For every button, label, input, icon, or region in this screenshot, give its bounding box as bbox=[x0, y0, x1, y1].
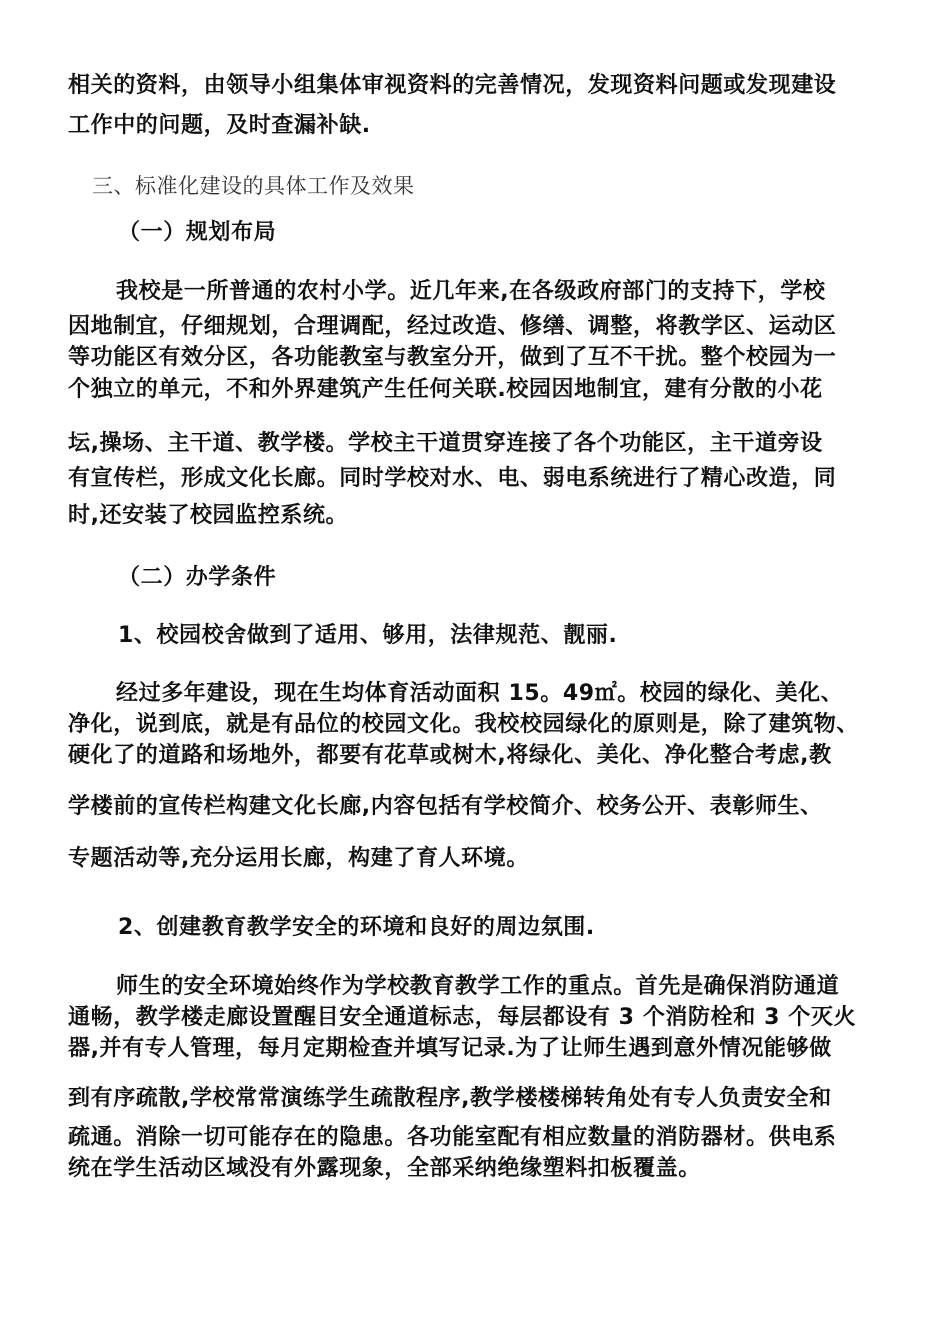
text-line: 我校是一所普通的农村小学。近几年来,在各级政府部门的支持下，学校 bbox=[116, 279, 826, 304]
text-line: 坛,操场、主干道、教学楼。学校主干道贯穿连接了各个功能区，主干道旁设 bbox=[68, 431, 823, 456]
text-line: 统在学生活动区域没有外露现象，全部采纳绝缘塑料扣板覆盖。 bbox=[68, 1156, 701, 1181]
subsection-heading: （二）办学条件 bbox=[118, 565, 277, 590]
item-heading: 2、创建教育教学安全的环境和良好的周边氛围. bbox=[118, 915, 595, 940]
text-line: 疏通。消除一切可能存在的隐患。各功能室配有相应数量的消防器材。供电系 bbox=[68, 1125, 837, 1150]
text-line: 因地制宜，仔细规划，合理调配，经过改造、修缮、调整，将教学区、运动区 bbox=[68, 314, 837, 339]
text-line: 个独立的单元，不和外界建筑产生任何关联.校园因地制宜，建有分散的小花 bbox=[68, 377, 823, 402]
text-line: 硬化了的道路和场地外，都要有花草或树木,将绿化、美化、净化整合考虑,教 bbox=[68, 743, 832, 768]
text-line: 到有序疏散,学校常常演练学生疏散程序,教学楼楼梯转角处有专人负责安全和 bbox=[68, 1086, 832, 1111]
subsection-heading: （一）规划布局 bbox=[118, 220, 277, 245]
text-line: 等功能区有效分区，各功能教室与教室分开，做到了互不干扰。整个校园为一 bbox=[68, 345, 837, 370]
text-line: 工作中的问题，及时查漏补缺. bbox=[68, 113, 371, 138]
text-line: 学楼前的宣传栏构建文化长廊,内容包括有学校简介、校务公开、表彰师生、 bbox=[68, 794, 823, 819]
text-line: 器,并有专人管理，每月定期检查并填写记录.为了让师生遇到意外情况能够做 bbox=[68, 1036, 832, 1061]
text-line: 有宣传栏，形成文化长廊。同时学校对水、电、弱电系统进行了精心改造，同 bbox=[68, 466, 837, 491]
text-line: 经过多年建设，现在生均体育活动面积 15。49㎡。校园的绿化、美化、 bbox=[116, 681, 844, 706]
text-line: 师生的安全环境始终作为学校教育教学工作的重点。首先是确保消防通道 bbox=[116, 974, 840, 999]
text-line: 专题活动等,充分运用长廊，构建了育人环境。 bbox=[68, 846, 529, 871]
text-line: 通畅，教学楼走廊设置醒目安全通道标志，每层都设有 3 个消防栓和 3 个灭火 bbox=[68, 1005, 857, 1030]
text-line: 净化，说到底，就是有品位的校园文化。我校校园绿化的原则是，除了建筑物、 bbox=[68, 712, 860, 737]
item-heading: 1、校园校舍做到了适用、够用，法律规范、靓丽. bbox=[118, 623, 618, 648]
text-line: 时,还安装了校园监控系统。 bbox=[68, 503, 349, 528]
section-heading: 三、标准化建设的具体工作及效果 bbox=[92, 174, 415, 198]
text-line: 相关的资料，由领导小组集体审视资料的完善情况，发现资料问题或发现建设 bbox=[68, 73, 837, 98]
